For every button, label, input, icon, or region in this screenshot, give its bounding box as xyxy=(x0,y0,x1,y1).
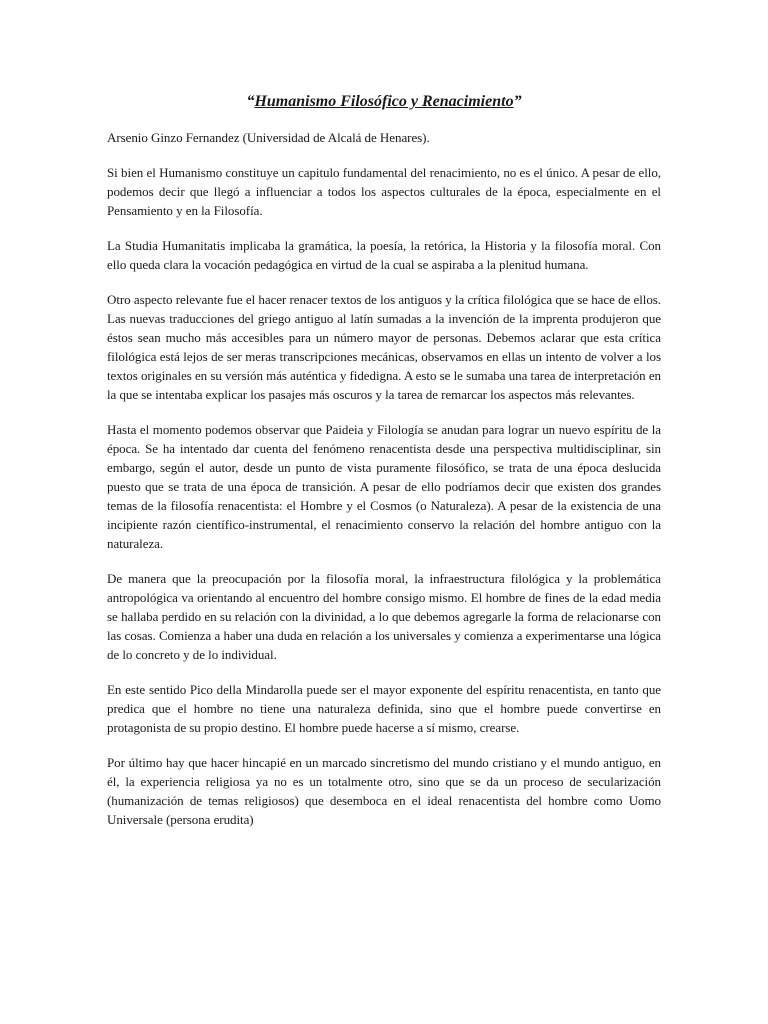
title-open-quote: “ xyxy=(246,93,255,110)
paragraph-3: Otro aspecto relevante fue el hacer renacer textos de los antiguos y la crítica filológica que se hace de ellos. Las nuevas traducciones del griego antiguo al latín sumadas a la invención de la imprenta produjeron que éstos sean mucho más accesibles para un número mayor de personas. Debemos aclarar que esta crítica filológica está lejos de ser meras transcripciones mecánicas, observamos en ellas un intento de volver a los textos originales en su versión más auténtica y fidedigna. A esto se le sumaba una tarea de interpretación en la que se intentaba explicar los pasajes más oscuros y la tarea de remarcar los aspectos más relevantes. xyxy=(107,292,661,402)
paragraph-1: Si bien el Humanismo constituye un capitulo fundamental del renacimiento, no es el único. A pesar de ello, podemos decir que llegó a influenciar a todos los aspectos culturales de la época, especialmente en el Pensamiento y en la Filosofía. xyxy=(107,165,661,218)
document-body xyxy=(107,128,661,845)
paragraph-5: De manera que la preocupación por la filosofía moral, la infraestructura filológica y la problemática antropológica va orientando al encuentro del hombre consigo mismo. El hombre de fines de la edad media se hallaba perdido en su relación con la divinidad, a lo que debemos agregarle la forma de relacionarse con las cosas. Comienza a haber una duda en relación a los universales y comienza a experimentarse una lógica de lo concreto y de lo individual. xyxy=(107,571,661,662)
paragraph-2: La Studia Humanitatis implicaba la gramática, la poesía, la retórica, la Historia y la filosofía moral. Con ello queda clara la vocación pedagógica en virtud de la cual se aspiraba a la plenitud humana. xyxy=(107,238,661,272)
paragraph-4: Hasta el momento podemos observar que Paideia y Filología se anudan para lograr un nuevo espíritu de la época. Se ha intentado dar cuenta del fenómeno renacentista desde una perspectiva multidisciplinar, sin embargo, según el autor, desde un punto de vista puramente filosófico, se trata de una época deslucida puesto que se trata de una época de transición. A pesar de ello podríamos decir que existen dos grandes temas de la filosofía renacentista: el Hombre y el Cosmos (o Naturaleza). A pesar de la existencia de una incipiente razón científico-instrumental, el renacimiento conservo la relación del hombre antiguo con la naturaleza. xyxy=(107,422,661,551)
document-title xyxy=(0,92,768,112)
title-text: Humanismo Filosófico y Renacimiento xyxy=(254,93,514,110)
paragraph-7: Por último hay que hacer hincapié en un marcado sincretismo del mundo cristiano y el mundo antiguo, en él, la experiencia religiosa ya no es un totalmente otro, sino que se da un proceso de secularización (humanización de temas religiosos) que desemboca en el ideal renacentista del hombre como Uomo Universale (persona erudita) xyxy=(107,755,661,827)
title-close-quote: ” xyxy=(513,93,522,110)
paragraph-6: En este sentido Pico della Mindarolla puede ser el mayor exponente del espíritu renacentista, en tanto que predica que el hombre no tiene una naturaleza definida, sino que el hombre puede convertirse en protagonista de su propio destino. El hombre puede hacerse a sí mismo, crearse. xyxy=(107,682,661,735)
author-line: Arsenio Ginzo Fernandez (Universidad de Alcalá de Henares). xyxy=(107,130,430,145)
